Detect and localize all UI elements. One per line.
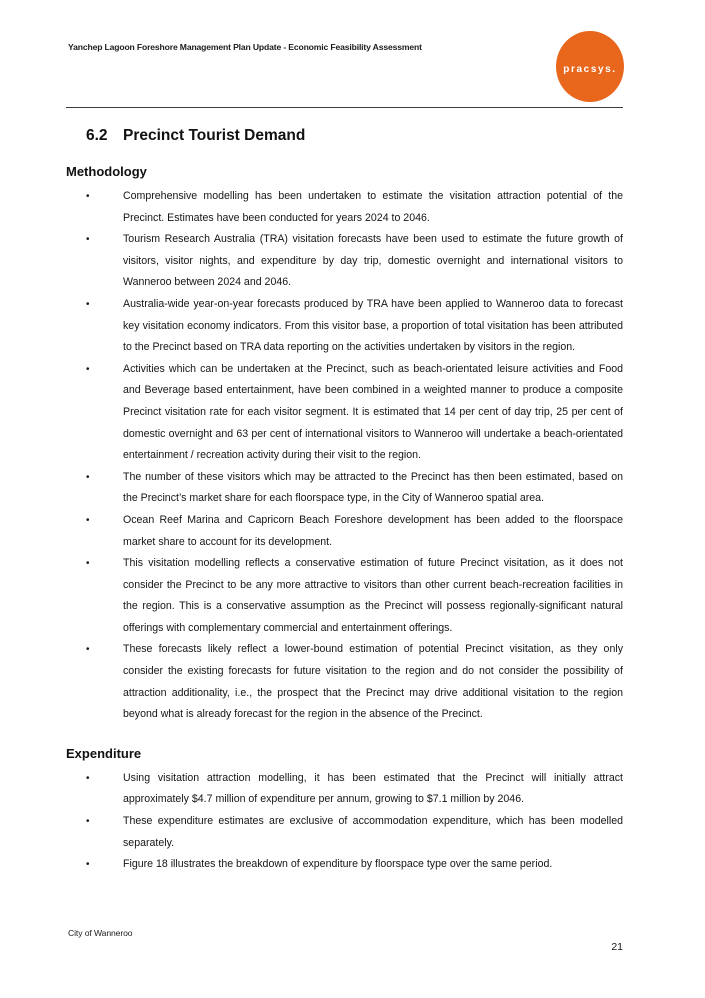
bullet-text: Australia-wide year-on-year forecasts produced by TRA have been applied to Wanneroo data to forecast key visitation economy indicators. From this visitor base, a proportion of total visitation has been attributed to the Precinct based on TRA data reporting on the activities undertaken by visitors in the region.: [123, 297, 623, 354]
bullet-text: Tourism Research Australia (TRA) visitation forecasts have been used to estimate the future growth of visitors, visitor nights, and expenditure by day trip, domestic overnight and international visitors to Wanneroo between 2024 and 2046.: [123, 233, 623, 289]
bullet-icon: •: [86, 363, 90, 375]
pracsys-logo-text: pracsys.: [563, 64, 617, 75]
methodology-bullet-list: [66, 186, 623, 726]
list-item: [66, 639, 623, 725]
list-item: [66, 854, 623, 876]
list-item: [66, 768, 623, 811]
bullet-icon: •: [86, 772, 90, 784]
expenditure-bullet-list: [66, 768, 623, 876]
list-item: [66, 553, 623, 639]
section-title: Precinct Tourist Demand: [123, 127, 306, 144]
expenditure-heading: Expenditure: [66, 745, 142, 761]
pracsys-logo: [556, 31, 624, 102]
bullet-icon: •: [86, 191, 90, 202]
footer-organisation: City of Wanneroo: [68, 928, 133, 938]
bullet-text: Ocean Reef Marina and Capricorn Beach Foreshore development has been added to the floorspace market share to account for its development.: [123, 513, 623, 548]
bullet-text: Using visitation attraction modelling, it has been estimated that the Precinct will initially attract approximately $4.7 million of expenditure per annum, growing to $7.1 million by 2046.: [123, 771, 623, 806]
list-item: [66, 510, 623, 553]
bullet-text: Activities which can be undertaken at the Precinct, such as beach-orientated leisure activities and Food and Beverage based entertainment, have been combined in a weighted manner to produce a composite Precinct visitation rate for each visitor segment. It is estimated that 14 per cent of day trip, 25 per cent of domestic overnight and 63 per cent of international visitors to Wanneroo will undertake a beach-orientated entertainment / recreation activity during their visit to the region.: [123, 362, 623, 462]
list-item: [66, 467, 623, 510]
list-item: [66, 186, 623, 229]
bullet-text: Figure 18 illustrates the breakdown of expenditure by floorspace type over the same period.: [123, 858, 553, 871]
bullet-icon: •: [86, 644, 90, 656]
page-body: [66, 120, 623, 876]
header-divider: [66, 107, 623, 108]
section-heading: [66, 127, 623, 144]
bullet-icon: •: [86, 816, 90, 828]
list-item: [66, 359, 623, 467]
list-item: [66, 811, 623, 854]
bullet-icon: •: [86, 234, 90, 246]
list-item: [66, 229, 623, 294]
bullet-text: This visitation modelling reflects a conservative estimation of future Precinct visitation, as it does not consider the Precinct to be any more attractive to visitors than other current beach-recreation facilities in the region. This is a conservative assumption as the Precinct will possess regionally-significant natural offerings with complementary commercial and entertainment offerings.: [123, 557, 623, 634]
bullet-icon: •: [86, 859, 90, 871]
methodology-heading: Methodology: [66, 164, 147, 179]
bullet-text: These expenditure estimates are exclusive of accommodation expenditure, which has been modelled separately.: [123, 815, 623, 849]
list-item: [66, 294, 623, 359]
bullet-text: The number of these visitors which may be attracted to the Precinct has then been estimated, based on the Precinct’s market share for each floorspace type, in the City of Wanneroo spatial area.: [123, 470, 623, 505]
bullet-text: These forecasts likely reflect a lower-bound estimation of potential Precinct visitation, as they only consider the existing forecasts for future visitation to the region and do not consider the possibility of attraction additionality, i.e., the prospect that the Precinct may drive additional visitation to the region beyond what is already forecast for the region in the absence of the Precinct.: [123, 643, 623, 721]
document-header-title: Yanchep Lagoon Foreshore Management Plan Update - Economic Feasibility Assessment: [68, 42, 422, 52]
bullet-icon: •: [86, 298, 90, 310]
bullet-icon: •: [86, 514, 90, 526]
bullet-text: Comprehensive modelling has been undertaken to estimate the visitation attraction potential of the Precinct. Estimates have been conducted for years 2024 to 2046.: [123, 190, 623, 224]
section-number: 6.2: [86, 127, 108, 144]
bullet-icon: •: [86, 471, 90, 483]
page-number: 21: [611, 941, 623, 953]
bullet-icon: •: [86, 558, 90, 570]
